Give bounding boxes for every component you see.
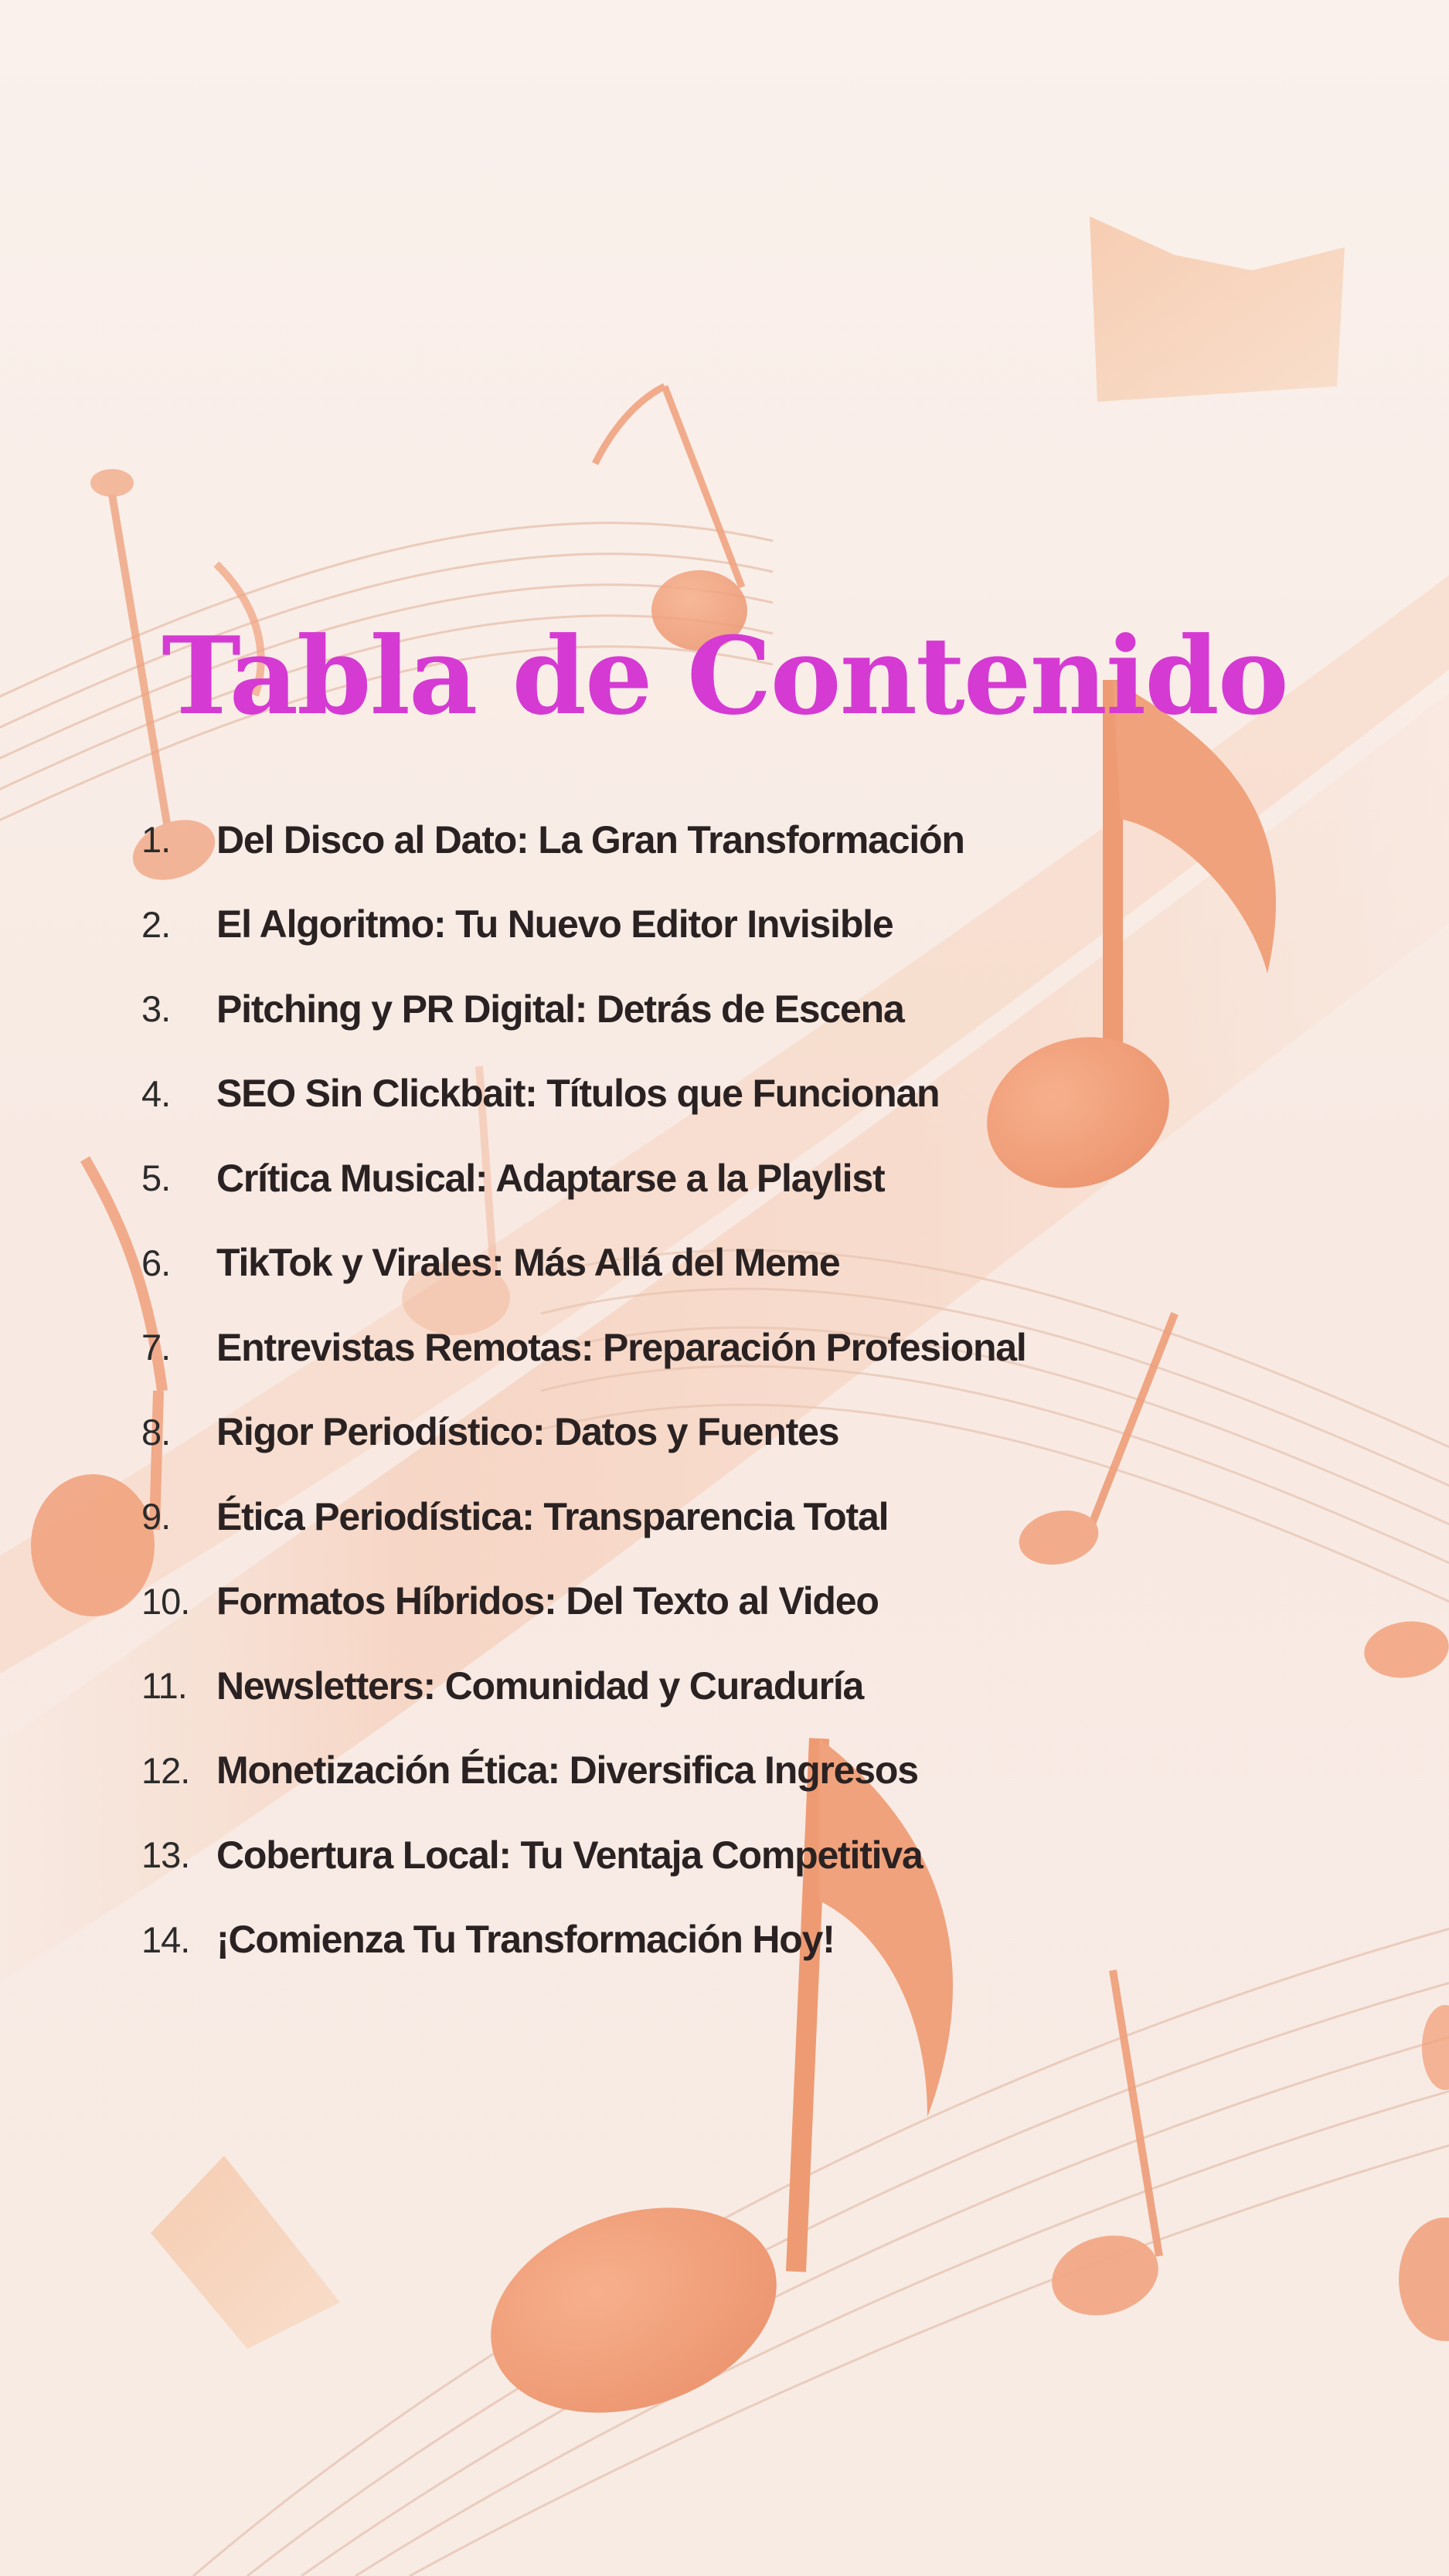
page-title: Tabla de Contenido <box>162 613 1287 739</box>
toc-item-title: Crítica Musical: Adaptarse a la Playlist <box>216 1156 885 1200</box>
toc-item-title: ¡Comienza Tu Transformación Hoy! <box>216 1918 835 1962</box>
toc-item[interactable] <box>141 1898 1347 1983</box>
toc-item-title: Entrevistas Remotas: Preparación Profesional <box>216 1325 1026 1369</box>
toc-item-number: 12. <box>141 1749 190 1791</box>
toc-item-number: 11. <box>141 1665 187 1707</box>
toc-item-number: 4. <box>141 1072 171 1114</box>
toc-item-title: Cobertura Local: Tu Ventaja Competitiva <box>216 1833 923 1877</box>
toc-item[interactable] <box>141 1221 1347 1306</box>
toc-item[interactable] <box>141 1305 1347 1390</box>
toc-item-title: SEO Sin Clickbait: Títulos que Funcionan <box>216 1072 940 1116</box>
toc-item[interactable] <box>141 1390 1347 1475</box>
toc-item[interactable] <box>141 1136 1347 1221</box>
toc-item[interactable] <box>141 1052 1347 1137</box>
toc-item-number: 8. <box>141 1411 171 1453</box>
toc-item-number: 6. <box>141 1242 171 1283</box>
toc-item-title: Del Disco al Dato: La Gran Transformación <box>216 817 964 861</box>
toc-item-title: Rigor Periodístico: Datos y Fuentes <box>216 1410 839 1454</box>
toc-item-title: Pitching y PR Digital: Detrás de Escena <box>216 987 904 1031</box>
toc-item[interactable] <box>141 1474 1347 1559</box>
toc-item[interactable] <box>141 967 1347 1052</box>
toc-item[interactable] <box>141 797 1347 882</box>
toc-item[interactable] <box>141 1813 1347 1898</box>
toc-item-number: 14. <box>141 1918 190 1960</box>
toc-item-number: 1. <box>141 819 171 861</box>
toc-item-number: 5. <box>141 1157 171 1199</box>
toc-item-title: Ética Periodística: Transparencia Total <box>216 1494 889 1538</box>
toc-item-number: 13. <box>141 1834 190 1876</box>
toc-item-title: Formatos Híbridos: Del Texto al Video <box>216 1579 879 1623</box>
toc-item[interactable] <box>141 1643 1347 1728</box>
toc-item-number: 2. <box>141 903 171 945</box>
toc-item[interactable] <box>141 1559 1347 1644</box>
toc-item-title: Newsletters: Comunidad y Curaduría <box>216 1664 864 1708</box>
toc-item-number: 3. <box>141 988 171 1030</box>
toc-item-number: 9. <box>141 1496 171 1538</box>
toc-item-number: 7. <box>141 1327 171 1368</box>
toc-item-title: El Algoritmo: Tu Nuevo Editor Invisible <box>216 902 893 946</box>
toc-item-title: TikTok y Virales: Más Allá del Meme <box>216 1241 840 1285</box>
toc-item-title: Monetización Ética: Diversifica Ingresos <box>216 1748 918 1793</box>
toc-item[interactable] <box>141 1728 1347 1813</box>
toc-item[interactable] <box>141 882 1347 967</box>
table-of-contents <box>141 797 1347 1982</box>
toc-item-number: 10. <box>141 1580 190 1622</box>
